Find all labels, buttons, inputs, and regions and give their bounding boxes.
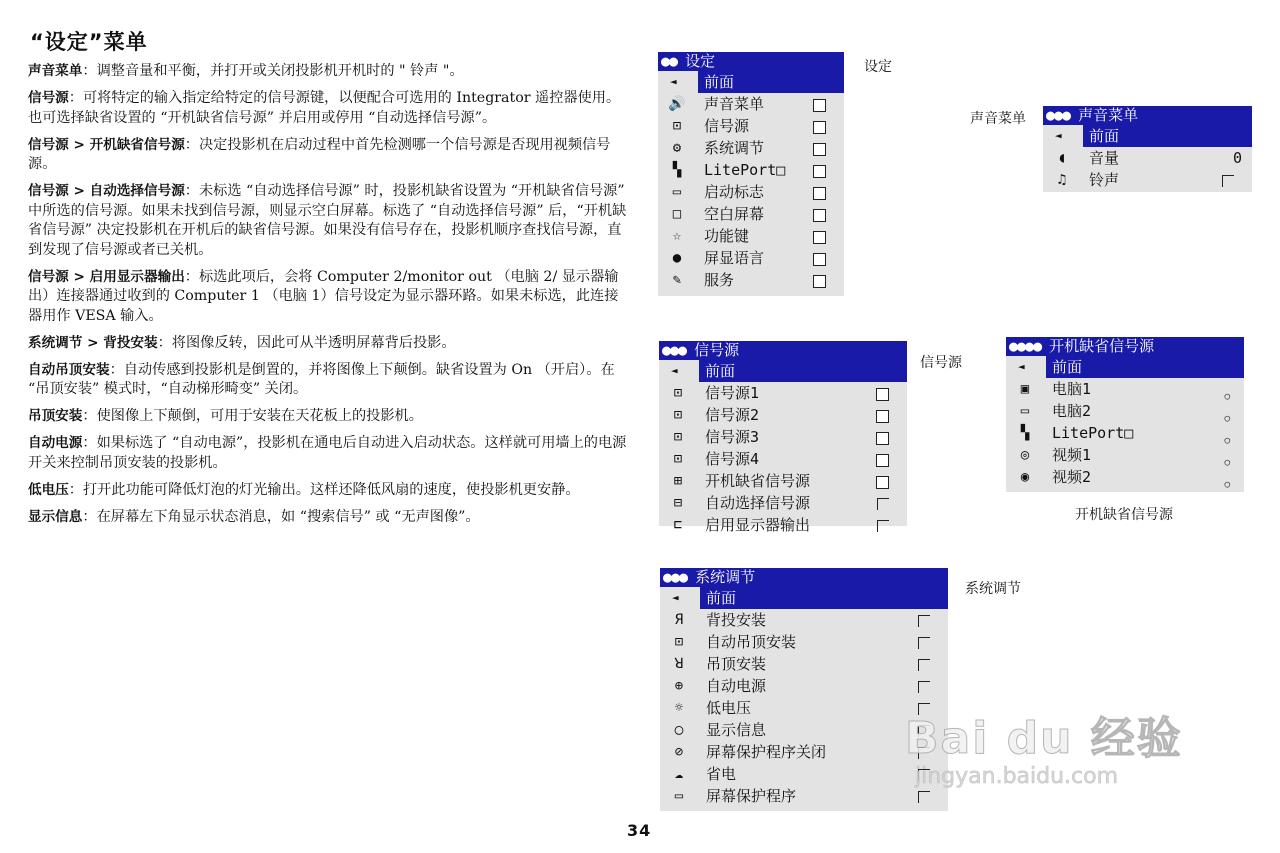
menu-title: 系统调节 <box>695 568 756 586</box>
checkbox[interactable] <box>813 253 826 266</box>
menu-item-label: 前面 <box>706 589 737 607</box>
menu-item-icon: □ <box>672 206 682 222</box>
menu-item-label: 功能键 <box>704 227 750 245</box>
menu-level-dots: ●●● <box>662 341 687 359</box>
menu-title: 信号源 <box>694 341 740 359</box>
paragraph <box>28 481 628 501</box>
source-menu <box>659 341 907 534</box>
checkbox[interactable] <box>813 187 826 200</box>
paragraph-text: ：自动传感到投影机是倒置的，并将图像上下颠倒。缺省设置为 On （开启）。在 “吊顶安装” 模式时，“自动梯形畸变” 关闭。 <box>28 361 615 397</box>
menu-item[interactable] <box>659 382 907 404</box>
radio-button[interactable]: ◯ <box>1224 480 1230 490</box>
menu-item-label: 开机缺省信号源 <box>705 472 811 490</box>
menu-item[interactable] <box>1006 422 1244 444</box>
page-number: 34 <box>627 821 652 840</box>
checkbox[interactable] <box>876 432 889 445</box>
paragraph <box>28 361 628 400</box>
menu-item-icon: ⊡ <box>674 634 684 650</box>
left-arrow-icon: ◄ <box>671 364 678 377</box>
menu-item-icon: ⊏ <box>673 517 683 533</box>
menu-item[interactable] <box>659 448 907 470</box>
menu-item-icon: ◎ <box>1020 447 1030 463</box>
menu-item-label: 系统调节 <box>704 139 765 157</box>
menu-title: 开机缺省信号源 <box>1049 337 1155 355</box>
menu-header <box>1006 337 1244 356</box>
menu-item[interactable] <box>658 93 844 115</box>
menu-item-label: 信号源4 <box>705 450 760 468</box>
system-menu-caption: 系统调节 <box>965 581 1021 597</box>
paragraph-term: 声音菜单 <box>28 63 83 79</box>
menu-item-icon: ▭ <box>672 184 682 200</box>
radio-button[interactable]: ◯ <box>1224 392 1230 402</box>
paragraph-term: 自动电源 <box>28 435 83 451</box>
left-arrow-icon: ◄ <box>1018 360 1025 373</box>
checkbox[interactable] <box>877 498 889 510</box>
paragraph-text: ：可将特定的输入指定给特定的信号源键，以便配合可选用的 Integrator 遥控器使用。也可选择缺省设置的 “开机缺省信号源” 并启用或停用 “自动选择信号源”。 <box>28 90 621 126</box>
checkbox[interactable] <box>876 410 889 423</box>
menu-level-dots: ●●● <box>663 568 688 586</box>
menu-item-icon: ▚ <box>672 162 682 178</box>
sound-menu-caption: 声音菜单 <box>970 111 1026 127</box>
menu-item-icon: 🔊 <box>668 96 686 112</box>
menu-item[interactable] <box>658 203 844 225</box>
paragraph-list <box>28 62 628 527</box>
menu-item-label: 背投安装 <box>706 611 767 629</box>
menu-item-label: 信号源 <box>704 117 750 135</box>
menu-item[interactable] <box>1006 378 1244 400</box>
radio-button[interactable]: ◯ <box>1224 436 1230 446</box>
paragraph-text: ：决定投影机在启动过程中首先检测哪一个信号源是否现用视频信号源。 <box>28 136 611 172</box>
left-arrow-icon: ◄ <box>670 75 677 88</box>
menu-item[interactable] <box>658 115 844 137</box>
menu-item-label: 视频1 <box>1052 446 1092 464</box>
menu-level-dots: ●●● <box>1046 106 1071 124</box>
paragraph <box>28 62 628 82</box>
menu-item[interactable] <box>1006 466 1244 488</box>
checkbox[interactable] <box>813 143 826 156</box>
baidu-watermark <box>905 660 1205 800</box>
menu-back-item[interactable] <box>670 71 844 93</box>
menu-item-label: LitePort□ <box>1052 424 1134 442</box>
menu-item-icon: ☆ <box>672 228 682 244</box>
menu-item-label: 信号源3 <box>705 428 760 446</box>
menu-item[interactable] <box>659 492 907 514</box>
settings-menu <box>658 52 844 296</box>
menu-item-label: 自动选择信号源 <box>705 494 811 512</box>
paragraph-text: ：未标选 “自动选择信号源” 时，投影机缺省设置为 “开机缺省信号源” 中所选的信号源。如果未找到信号源，则显示空白屏幕。标选了 “自动选择信号源” 后，“开机缺省信号源” 决定投影机在开机后的缺省信号源。如果没有信号存在，投影机顺序查找信号源，直到发现了信号源或者已关机。 <box>28 183 627 258</box>
checkbox[interactable] <box>813 121 826 134</box>
paragraph-term: 显示信息 <box>28 508 83 525</box>
menu-item-label: 视频2 <box>1052 468 1092 486</box>
menu-item-label: 前面 <box>1052 358 1083 376</box>
menu-item-icon: ☼ <box>674 700 684 716</box>
checkbox[interactable] <box>813 231 826 244</box>
menu-item-icon: ⊡ <box>673 385 683 401</box>
menu-item-icon: ▚ <box>1020 425 1030 441</box>
menu-item-label: 前面 <box>704 73 735 91</box>
menu-level-dots: ●● <box>661 52 678 70</box>
menu-title: 声音菜单 <box>1078 106 1139 124</box>
menu-item[interactable] <box>658 159 844 181</box>
paragraph-text: ：调整音量和平衡，并打开或关闭投影机开机时的 " 铃声 "。 <box>82 63 464 79</box>
paragraph-term: 吊顶安装 <box>28 408 83 424</box>
paragraph-text: ：在屏幕左下角显示状态消息，如 “搜索信号” 或 “无声图像”。 <box>82 508 480 525</box>
paragraph-text: ：使图像上下颠倒，可用于安装在天花板上的投影机。 <box>82 408 423 424</box>
menu-item-label: LitePort□ <box>704 161 786 179</box>
menu-back-item[interactable] <box>1055 125 1252 147</box>
radio-button[interactable]: ◯ <box>1224 414 1230 424</box>
checkbox[interactable] <box>813 209 826 222</box>
checkbox[interactable] <box>813 165 826 178</box>
menu-item[interactable] <box>658 225 844 247</box>
paragraph <box>28 268 628 327</box>
menu-item-label: 低电压 <box>706 699 752 717</box>
menu-item-label: 自动电源 <box>706 677 767 695</box>
menu-item-label: 吊顶安装 <box>706 655 767 673</box>
menu-item[interactable] <box>660 609 948 631</box>
menu-back-item[interactable] <box>672 587 948 609</box>
menu-item-icon: ▣ <box>1020 381 1030 397</box>
menu-item-label: 电脑1 <box>1052 380 1092 398</box>
menu-item-icon: ⊡ <box>673 407 683 423</box>
menu-header <box>660 568 948 587</box>
checkbox[interactable] <box>1222 175 1234 187</box>
menu-back-item[interactable] <box>1018 356 1244 378</box>
menu-item-icon: ◉ <box>1020 469 1030 485</box>
menu-item-label: 前面 <box>1089 127 1120 145</box>
left-arrow-icon: ◄ <box>1055 129 1062 142</box>
menu-item-label: 电脑2 <box>1052 402 1092 420</box>
menu-header <box>658 52 844 71</box>
menu-item[interactable] <box>659 514 907 536</box>
source-menu-caption: 信号源 <box>920 355 962 371</box>
menu-item-icon: ▭ <box>1020 403 1030 419</box>
paragraph <box>28 136 628 175</box>
checkbox[interactable] <box>918 637 930 649</box>
paragraph <box>28 89 628 128</box>
menu-item-label: 前面 <box>705 362 736 380</box>
menu-item[interactable] <box>658 137 844 159</box>
paragraph-text: ：标选此项后，会将 Computer 2/monitor out （电脑 2/ 显示器输出）连接器通过收到的 Computer 1 （电脑 1）信号设定为显示器环路。如果未标选，此连接器用作 VESA 输入。 <box>28 268 619 324</box>
paragraph-term: 信号源 > 启用显示器输出 <box>28 268 185 285</box>
paragraph <box>28 508 628 528</box>
menu-item-value: 0 <box>1232 149 1242 167</box>
menu-item[interactable] <box>1043 147 1252 169</box>
menu-item-label: 显示信息 <box>706 721 767 739</box>
menu-item[interactable] <box>1006 400 1244 422</box>
watermark-brand: Bai du 经验 <box>905 713 1183 764</box>
menu-item-label: 屏幕保护程序 <box>706 787 797 805</box>
menu-title: 设定 <box>685 52 716 70</box>
menu-item-label: 声音菜单 <box>704 95 765 113</box>
menu-item-icon: ⊕ <box>674 678 684 694</box>
menu-item[interactable] <box>658 247 844 269</box>
menu-item-icon: ◯ <box>674 722 684 738</box>
checkbox[interactable] <box>813 275 826 288</box>
menu-item-label: 启用显示器输出 <box>705 516 811 534</box>
menu-item[interactable] <box>1006 444 1244 466</box>
checkbox[interactable] <box>876 476 889 489</box>
checkbox[interactable] <box>876 454 889 467</box>
default-source-menu <box>1006 337 1244 492</box>
menu-item-label: 省电 <box>706 765 737 783</box>
menu-item[interactable] <box>658 181 844 203</box>
text-column <box>28 26 628 535</box>
radio-button[interactable]: ◯ <box>1224 458 1230 468</box>
checkbox[interactable] <box>813 99 826 112</box>
paragraph-text: ：如果标选了 “自动电源”，投影机在通电后自动进入启动状态。这样就可用墙上的电源开关来控制吊顶安装的投影机。 <box>28 435 627 471</box>
menu-item-label: 音量 <box>1089 149 1120 167</box>
paragraph-term: 信号源 > 自动选择信号源 <box>28 183 185 199</box>
menu-item-label: 启动标志 <box>704 183 765 201</box>
paragraph-term: 信号源 <box>28 90 69 106</box>
menu-item-icon: Я <box>674 612 684 628</box>
paragraph <box>28 434 628 473</box>
menu-item-icon: ⊡ <box>673 429 683 445</box>
paragraph <box>28 182 628 260</box>
default-source-menu-caption: 开机缺省信号源 <box>1075 507 1173 523</box>
menu-item-icon: ⊡ <box>673 451 683 467</box>
menu-item[interactable] <box>1043 169 1252 191</box>
left-arrow-icon: ◄ <box>672 591 679 604</box>
menu-item-label: 服务 <box>704 271 735 289</box>
menu-item-icon: ▭ <box>674 788 684 804</box>
menu-item[interactable] <box>659 426 907 448</box>
menu-level-dots: ●●●● <box>1009 337 1042 355</box>
paragraph-term: 低电压 <box>28 481 69 498</box>
menu-item-label: 自动吊顶安装 <box>706 633 797 651</box>
menu-item-icon: ⊞ <box>673 473 683 489</box>
menu-back-item[interactable] <box>671 360 907 382</box>
menu-item-icon: ⊟ <box>673 495 683 511</box>
menu-item-icon: ● <box>672 250 682 266</box>
paragraph-text: ：将图像反转，因此可从半透明屏幕背后投影。 <box>157 334 456 351</box>
paragraph-term: 系统调节 > 背投安装 <box>28 334 158 351</box>
checkbox[interactable] <box>877 520 889 532</box>
menu-item-label: 屏显语言 <box>704 249 765 267</box>
menu-item-label: 铃声 <box>1089 171 1120 189</box>
menu-item[interactable] <box>658 269 844 291</box>
settings-menu-caption: 设定 <box>864 59 892 75</box>
menu-item-label: 空白屏幕 <box>704 205 765 223</box>
menu-item-icon: ✎ <box>672 272 682 288</box>
paragraph-term: 信号源 > 开机缺省信号源 <box>28 136 185 153</box>
menu-item[interactable] <box>659 404 907 426</box>
paragraph <box>28 407 628 427</box>
menu-item-icon: ◖ <box>1057 150 1067 166</box>
menu-item[interactable] <box>660 631 948 653</box>
menu-item[interactable] <box>659 470 907 492</box>
menu-item-icon: ⊘ <box>674 744 684 760</box>
checkbox[interactable] <box>918 615 930 627</box>
menu-item-label: 信号源1 <box>705 384 760 402</box>
page-title: “设定”菜单 <box>30 30 148 54</box>
menu-item-icon: ☁ <box>674 766 684 782</box>
menu-item-label: 屏幕保护程序关闭 <box>706 743 827 761</box>
sound-menu <box>1043 106 1252 192</box>
menu-item-icon: ꓤ <box>674 656 684 672</box>
watermark-url: jingyan.baidu.com <box>915 764 1119 789</box>
menu-header <box>1043 106 1252 125</box>
menu-item-icon: ♫ <box>1057 172 1067 188</box>
menu-item-icon: ⚙ <box>672 140 682 156</box>
paragraph-term: 自动吊顶安装 <box>28 361 110 378</box>
menu-item-icon: ⊡ <box>672 118 682 134</box>
menu-header <box>659 341 907 360</box>
checkbox[interactable] <box>876 388 889 401</box>
paragraph-text: ：打开此功能可降低灯泡的灯光输出。这样还降低风扇的速度，使投影机更安静。 <box>68 481 580 498</box>
paragraph <box>28 334 628 354</box>
menu-item-label: 信号源2 <box>705 406 760 424</box>
